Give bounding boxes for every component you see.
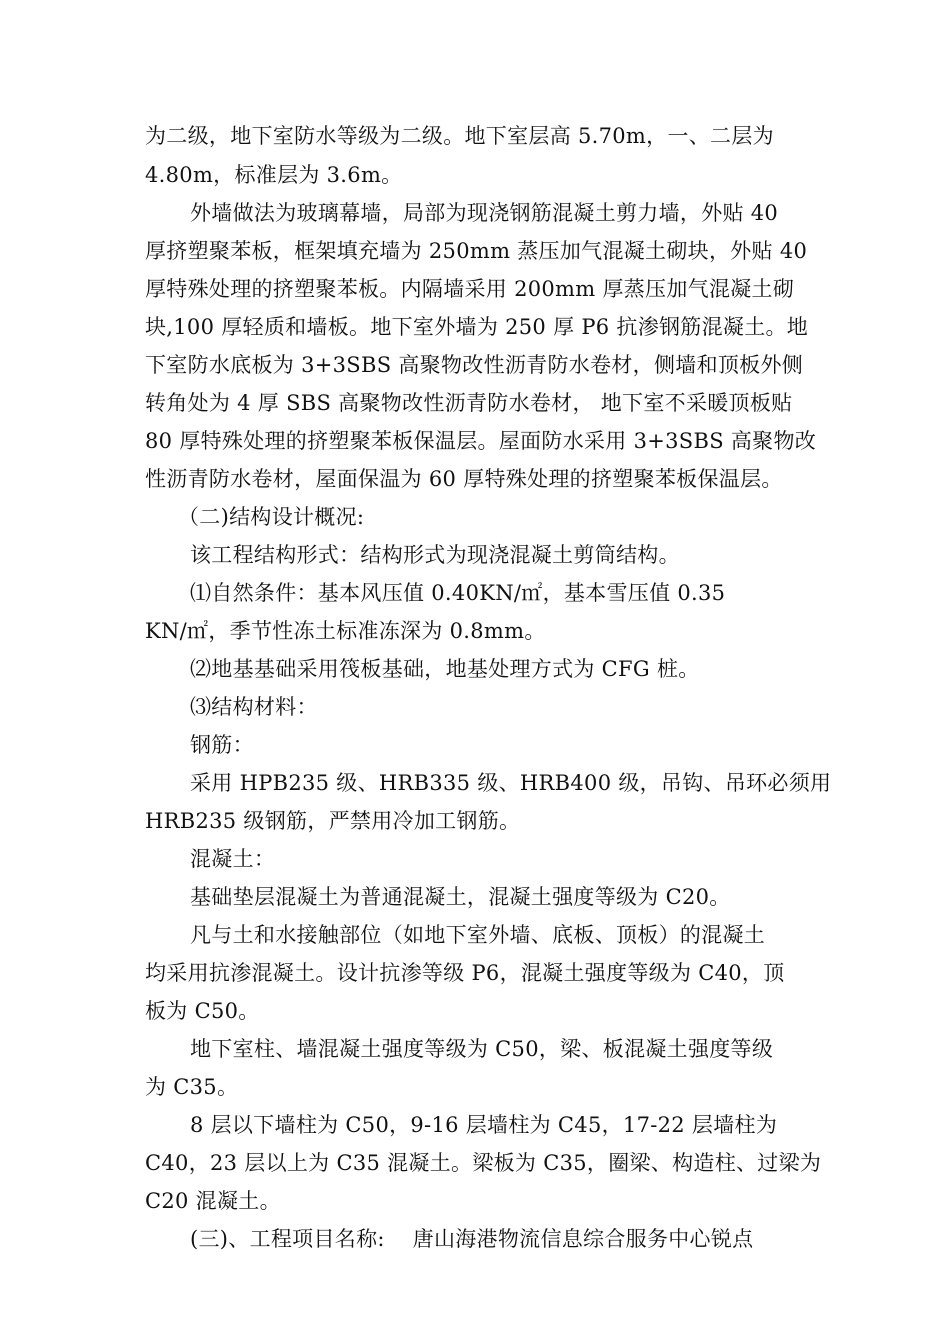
text-line: 外墙做法为玻璃幕墙，局部为现浇钢筋混凝土剪力墙，外贴 40 bbox=[190, 201, 779, 225]
text-line: 厚特殊处理的挤塑聚苯板。内隔墙采用 200mm 厚蒸压加气混凝土砌 bbox=[145, 277, 795, 301]
text-line: 80 厚特殊处理的挤塑聚苯板保温层。屋面防水采用 3+3SBS 高聚物改 bbox=[145, 429, 817, 453]
text-line: C40，23 层以上为 C35 混凝土。梁板为 C35，圈梁、构造柱、过梁为 bbox=[145, 1151, 822, 1175]
text-line: 4.80m，标准层为 3.6m。 bbox=[145, 163, 403, 187]
text-line: 性沥青防水卷材，屋面保温为 60 厚特殊处理的挤塑聚苯板保温层。 bbox=[145, 467, 783, 491]
text-line: 转角处为 4 厚 SBS 高聚物改性沥青防水卷材， 地下室不采暖顶板贴 bbox=[145, 391, 793, 415]
text-line: 厚挤塑聚苯板，框架填充墙为 250mm 蒸压加气混凝土砌块，外贴 40 bbox=[145, 239, 808, 263]
text-line: 均采用抗渗混凝土。设计抗渗等级 P6，混凝土强度等级为 C40，顶 bbox=[145, 961, 785, 985]
text-line: 该工程结构形式：结构形式为现浇混凝土剪筒结构。 bbox=[190, 543, 680, 567]
text-line: HRB235 级钢筋，严禁用冷加工钢筋。 bbox=[145, 809, 521, 833]
text-line: ⑶结构材料： bbox=[190, 695, 318, 719]
section-heading: (三)、工程项目名称: 唐山海港物流信息综合服务中心锐点 bbox=[190, 1227, 754, 1251]
text-line: ⑴自然条件：基本风压值 0.40KN/㎡，基本雪压值 0.35 bbox=[190, 581, 726, 605]
text-line: 8 层以下墙柱为 C50，9-16 层墙柱为 C45，17-22 层墙柱为 bbox=[190, 1113, 778, 1137]
text-line: 钢筋： bbox=[190, 733, 254, 757]
section-heading: （二)结构设计概况: bbox=[178, 505, 365, 529]
text-line: 采用 HPB235 级、HRB335 级、HRB400 级，吊钩、吊环必须用 bbox=[190, 771, 832, 795]
text-line: 地下室柱、墙混凝土强度等级为 C50，梁、板混凝土强度等级 bbox=[190, 1037, 774, 1061]
text-line: 混凝土： bbox=[190, 847, 276, 871]
text-line: ⑵地基基础采用筏板基础，地基处理方式为 CFG 桩。 bbox=[190, 657, 700, 681]
text-line: KN/㎡，季节性冻土标准冻深为 0.8mm。 bbox=[145, 619, 546, 643]
text-line: 为二级，地下室防水等级为二级。地下室层高 5.70m，一、二层为 bbox=[145, 124, 774, 148]
text-line: 凡与土和水接触部位（如地下室外墙、底板、顶板）的混凝土 bbox=[190, 923, 766, 947]
text-line: 为 C35。 bbox=[145, 1075, 239, 1099]
text-line: 块,100 厚轻质和墙板。地下室外墙为 250 厚 P6 抗渗钢筋混凝土。地 bbox=[145, 315, 809, 339]
text-line: 板为 C50。 bbox=[145, 999, 260, 1023]
text-line: C20 混凝土。 bbox=[145, 1189, 281, 1213]
text-line: 基础垫层混凝土为普通混凝土，混凝土强度等级为 C20。 bbox=[190, 885, 731, 909]
text-line: 下室防水底板为 3+3SBS 高聚物改性沥青防水卷材，侧墙和顶板外侧 bbox=[145, 353, 804, 377]
